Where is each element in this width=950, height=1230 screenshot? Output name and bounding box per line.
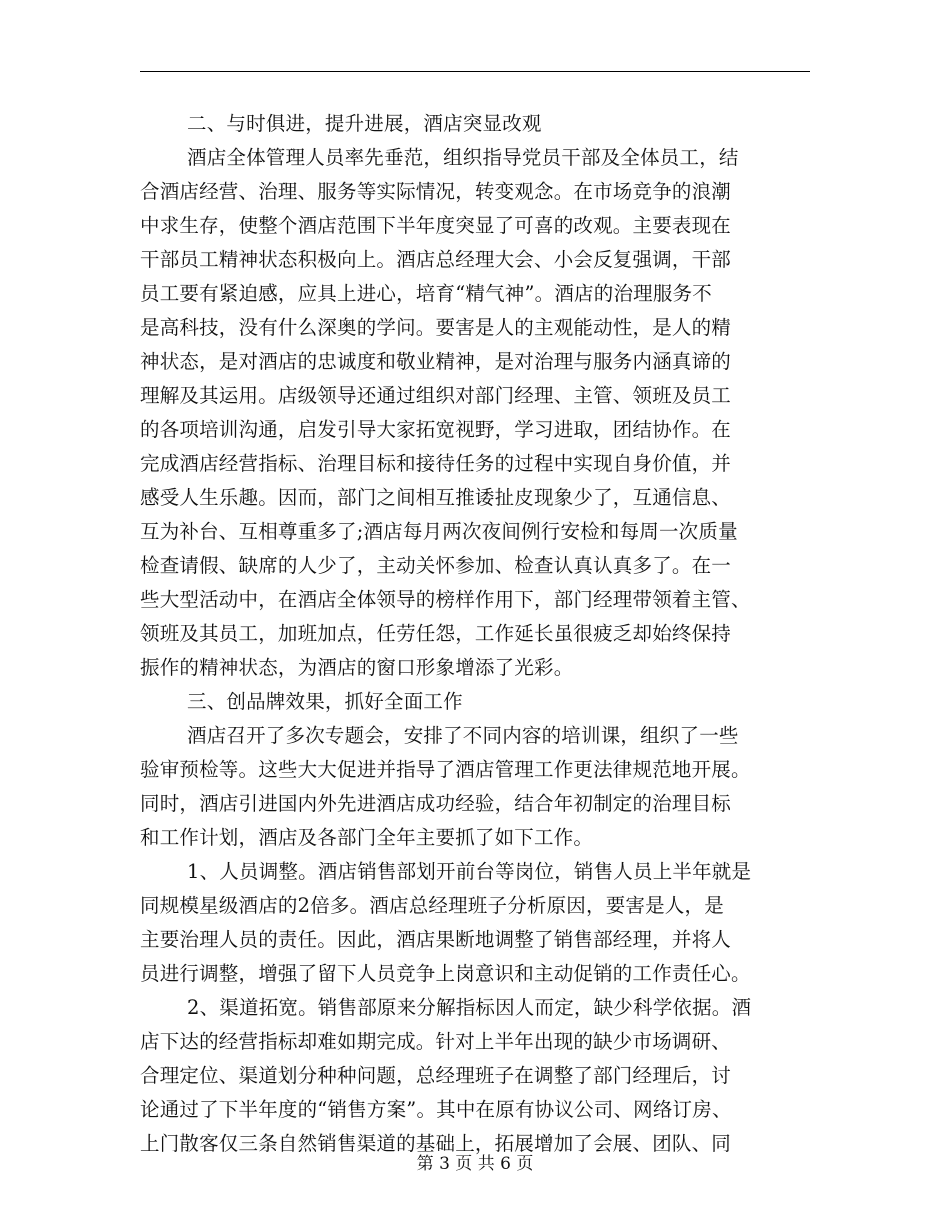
paragraph-line: 合酒店经营、治理、服务等实际情况，转变观念。在市场竞争的浪潮 [140,180,732,203]
paragraph-line: 酒店全体管理人员率先垂范，组织指导党员干部及全体员工，结 [187,146,739,169]
header-rule [140,71,810,72]
paragraph-line: 酒店召开了多次专题会，安排了不同内容的培训课，组织了一些 [187,724,739,747]
paragraph-line: 验审预检等。这些大大促进并指导了酒店管理工作更法律规范地开展。 [140,758,751,781]
body-text [140,107,810,1161]
paragraph-line: 和工作计划，酒店及各部门全年主要抓了如下工作。 [140,826,594,849]
paragraph-line: 的各项培训沟通，启发引导大家拓宽视野，学习进取，团结协作。在 [140,418,732,441]
paragraph-line: 论通过了下半年度的“销售方案”。其中在原有协议公司、网络订房、 [140,1098,732,1121]
paragraph-line: 同时，酒店引进国内外先进酒店成功经验，结合年初制定的治理目标 [140,792,732,815]
paragraph-line: 互为补台、互相尊重多了;酒店每月两次夜间例行安检和每周一次质量 [140,520,738,543]
page-number-footer: 第 3 页 共 6 页 [416,1154,534,1174]
paragraph-line: 干部员工精神状态积极向上。酒店总经理大会、小会反复强调，干部 [140,248,732,271]
paragraph-line: 理解及其运用。店级领导还通过组织对部门经理、主管、领班及员工 [140,384,732,407]
paragraph-line: 检查请假、缺席的人少了，主动关怀参加、检查认真认真多了。在一 [140,554,732,577]
paragraph-line: 同规模星级酒店的2倍多。酒店总经理班子分析原因，要害是人，是 [140,894,724,917]
paragraph-line: 振作的精神状态，为酒店的窗口形象增添了光彩。 [140,656,574,679]
paragraph-line: 完成酒店经营指标、治理目标和接待任务的过程中实现自身价值，并 [140,452,732,475]
paragraph-line: 员工要有紧迫感，应具上进心，培育“精气神”。酒店的治理服务不 [140,282,712,305]
paragraph-line: 员进行调整，增强了留下人员竞争上岗意识和主动促销的工作责任心。 [140,962,751,985]
paragraph-line: 2、渠道拓宽。销售部原来分解指标因人而定，缺少科学依据。酒 [187,996,752,1019]
paragraph-line: 神状态，是对酒店的忠诚度和敬业精神，是对治理与服务内涵真谛的 [140,350,732,373]
paragraph-line: 主要治理人员的责任。因此，酒店果断地调整了销售部经理，并将人 [140,928,732,951]
paragraph-line: 合理定位、渠道划分种种问题，总经理班子在调整了部门经理后，讨 [140,1064,732,1087]
paragraph-line: 上门散客仅三条自然销售渠道的基础上，拓展增加了会展、团队、同 [140,1132,732,1155]
paragraph-line: 领班及其员工，加班加点，任劳任怨，工作延长虽很疲乏却始终保持 [140,622,732,645]
paragraph-line: 中求生存，使整个酒店范围下半年度突显了可喜的改观。主要表现在 [140,214,732,237]
section-heading: 三、创品牌效果，抓好全面工作 [187,690,463,713]
paragraph-line: 1、人员调整。酒店销售部划开前台等岗位，销售人员上半年就是 [187,860,752,883]
paragraph-line: 些大型活动中，在酒店全体领导的榜样作用下，部门经理带领着主管、 [140,588,751,611]
section-heading: 二、与时俱进，提升进展，酒店突显改观 [187,112,542,135]
paragraph-line: 感受人生乐趣。因而，部门之间相互推诿扯皮现象少了，互通信息、 [140,486,732,509]
paragraph-line: 店下达的经营指标却难如期完成。针对上半年出现的缺少市场调研、 [140,1030,732,1053]
paragraph-line: 是高科技，没有什么深奥的学问。要害是人的主观能动性，是人的精 [140,316,732,339]
